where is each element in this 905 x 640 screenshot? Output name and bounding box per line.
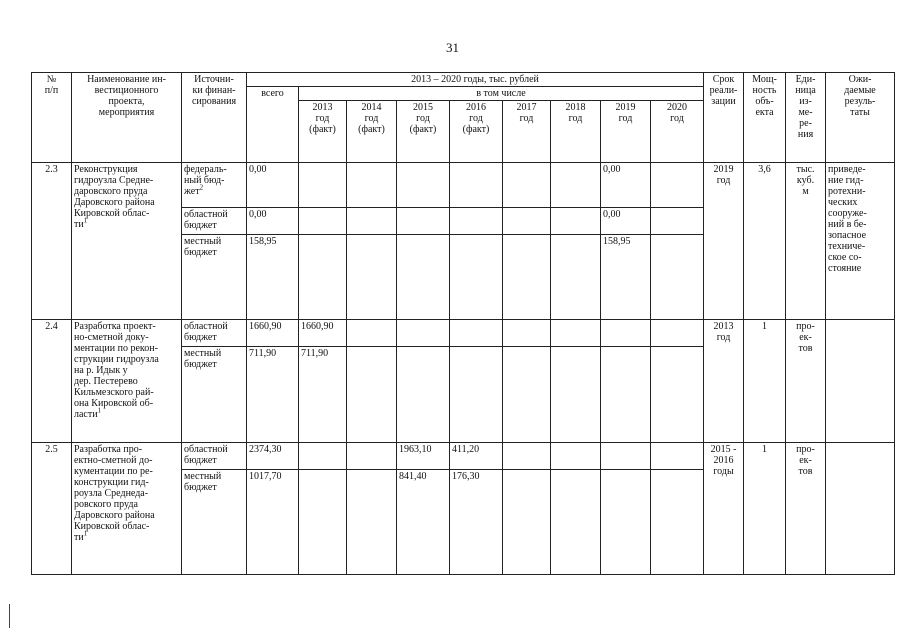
header-year-word: год: [670, 113, 684, 124]
funding-source: областной бюджет: [184, 444, 228, 466]
year-value: [651, 163, 704, 208]
year-value: [551, 235, 601, 320]
header-year-word: год: [568, 113, 583, 124]
year-value: [601, 443, 651, 470]
header-year-word: год: [364, 113, 379, 124]
header-period: 2013 – 2020 годы, тыс. рублей: [247, 73, 704, 87]
header-year-word: год: [519, 113, 534, 124]
project-name: Разработка про- ектно-сметной до- кументации по ре- конструкции гид- роузла Среднеда- ровского пруда Даровского района Кировской облас- ти: [74, 444, 155, 543]
funding-source: местный бюджет: [184, 236, 222, 258]
capacity: 3,6: [744, 163, 786, 320]
year-value: 1963,10: [397, 443, 450, 470]
header-term: Срок реали- зации: [704, 73, 744, 163]
header-year-cell: [450, 101, 503, 163]
year-value: [299, 163, 347, 208]
year-value: [551, 208, 601, 235]
header-year-word: год: [469, 113, 483, 124]
measure-unit: про- ек- тов: [786, 320, 826, 443]
year-value: [601, 320, 651, 347]
year-value: [651, 320, 704, 347]
capacity: 1: [744, 320, 786, 443]
year-value: 176,30: [450, 470, 503, 575]
funding-source-cell: [182, 235, 247, 320]
header-year-cell: [503, 101, 551, 163]
expected-result: [826, 320, 895, 443]
header-capacity: Мощ- ность объ- екта: [744, 73, 786, 163]
year-value: [651, 347, 704, 443]
total-value: 1017,70: [247, 470, 299, 575]
header-year-cell: [651, 101, 704, 163]
margin-line: [9, 604, 10, 628]
header-unit: Еди- ница из- ме- ре- ния: [786, 73, 826, 163]
footnote-mark: 1: [97, 406, 102, 415]
funding-source-cell: [182, 470, 247, 575]
header-year: 2013: [312, 102, 333, 113]
year-value: [347, 470, 397, 575]
page-number: 31: [446, 40, 459, 55]
project-name-cell: [72, 163, 182, 320]
year-value: [347, 347, 397, 443]
project-name: Реконструкция гидроузла Средне- даровского пруда Даровского района Кировской облас- ти: [74, 164, 155, 230]
measure-unit: про- ек- тов: [786, 443, 826, 575]
footnote-mark: 1: [83, 216, 88, 225]
table-row: [32, 163, 895, 208]
expected-result: [826, 443, 895, 575]
year-value: 158,95: [601, 235, 651, 320]
year-value: [299, 443, 347, 470]
total-value: 0,00: [247, 208, 299, 235]
total-value: 158,95: [247, 235, 299, 320]
header-year-cell: [347, 101, 397, 163]
year-value: [299, 470, 347, 575]
year-value: [503, 320, 551, 347]
header-year: 2019: [615, 102, 636, 113]
year-value: [299, 235, 347, 320]
year-value: [601, 347, 651, 443]
year-value: [503, 163, 551, 208]
header-year-cell: [601, 101, 651, 163]
header-year: 2020: [667, 102, 687, 113]
realization-term: 2013 год: [704, 320, 744, 443]
funding-source: федераль- ный бюд- жет: [184, 164, 227, 197]
row-number: 2.5: [32, 443, 72, 575]
funding-source-cell: [182, 320, 247, 347]
header-year: 2014: [361, 102, 382, 113]
header-year-cell: [397, 101, 450, 163]
header-result: Ожи- даемые резуль- таты: [826, 73, 895, 163]
year-value: [601, 470, 651, 575]
year-value: [450, 208, 503, 235]
year-value: [651, 443, 704, 470]
year-value: [397, 347, 450, 443]
header-number: № п/п: [32, 73, 72, 163]
year-value: [347, 163, 397, 208]
header-year-word: год: [315, 113, 330, 124]
footnote-mark: 1: [83, 529, 88, 538]
funding-source-cell: [182, 208, 247, 235]
year-value: [503, 443, 551, 470]
measure-unit: тыс. куб. м: [786, 163, 826, 320]
year-value: [503, 235, 551, 320]
header-year-cell: [551, 101, 601, 163]
year-value: [347, 208, 397, 235]
year-value: 1660,90: [299, 320, 347, 347]
year-value: [551, 347, 601, 443]
investment-table: [31, 72, 895, 575]
year-value: [551, 320, 601, 347]
project-name: Разработка проект- но-сметной доку- ментации по рекон- струкции гидроузла на р. Идык у дер. Пестерево Кильмезского рай- она Кировской об- ласти: [74, 321, 159, 420]
year-value: [397, 320, 450, 347]
year-value: 0,00: [601, 208, 651, 235]
year-value: [651, 470, 704, 575]
year-value: [551, 443, 601, 470]
year-value: 411,20: [450, 443, 503, 470]
funding-source: местный бюджет: [184, 471, 222, 493]
footnote-mark: 2: [199, 183, 204, 192]
year-value: [397, 208, 450, 235]
header-total: всего: [247, 87, 299, 163]
year-value: 0,00: [601, 163, 651, 208]
year-value: 711,90: [299, 347, 347, 443]
year-value: [503, 347, 551, 443]
year-value: [450, 347, 503, 443]
year-value: [551, 470, 601, 575]
funding-source-cell: [182, 443, 247, 470]
year-value: [503, 208, 551, 235]
funding-source: областной бюджет: [184, 321, 228, 343]
row-number: 2.4: [32, 320, 72, 443]
project-name-cell: [72, 443, 182, 575]
header-source: Источни- ки финан- сирования: [182, 73, 247, 163]
header-year: 2018: [565, 102, 586, 113]
realization-term: 2015 - 2016 годы: [704, 443, 744, 575]
header-including: в том числе: [299, 87, 704, 101]
header-year-note: (факт): [358, 124, 385, 135]
header-year-cell: [299, 101, 347, 163]
header-name: Наименование ин- вестиционного проекта, мероприятия: [72, 73, 182, 163]
header-year: 2015: [413, 102, 433, 113]
header-year-note: (факт): [462, 124, 490, 135]
header-year-word: год: [416, 113, 430, 124]
funding-source: местный бюджет: [184, 348, 222, 370]
table-row: [32, 320, 895, 347]
year-value: [299, 208, 347, 235]
total-value: 711,90: [247, 347, 299, 443]
header-year: 2016: [466, 102, 486, 113]
total-value: 2374,30: [247, 443, 299, 470]
header-year-note: (факт): [309, 124, 336, 135]
header-year-word: год: [618, 113, 633, 124]
total-value: 1660,90: [247, 320, 299, 347]
row-number: 2.3: [32, 163, 72, 320]
year-value: [651, 235, 704, 320]
funding-source: областной бюджет: [184, 209, 228, 231]
funding-source-cell: [182, 163, 247, 208]
table-row: [32, 443, 895, 470]
year-value: [347, 320, 397, 347]
year-value: [551, 163, 601, 208]
expected-result: приведе- ние гид- ротехни- ческих сооруже- ний в бе- зопасное техниче- ское со- стояние: [826, 163, 895, 320]
year-value: 841,40: [397, 470, 450, 575]
realization-term: 2019 год: [704, 163, 744, 320]
year-value: [450, 320, 503, 347]
header-year-note: (факт): [409, 124, 437, 135]
capacity: 1: [744, 443, 786, 575]
year-value: [450, 163, 503, 208]
year-value: [450, 235, 503, 320]
year-value: [347, 443, 397, 470]
table-body: [32, 73, 895, 575]
year-value: [347, 235, 397, 320]
funding-source-cell: [182, 347, 247, 443]
total-value: 0,00: [247, 163, 299, 208]
year-value: [651, 208, 704, 235]
year-value: [503, 470, 551, 575]
year-value: [397, 235, 450, 320]
year-value: [397, 163, 450, 208]
header-year: 2017: [516, 102, 537, 113]
project-name-cell: [72, 320, 182, 443]
